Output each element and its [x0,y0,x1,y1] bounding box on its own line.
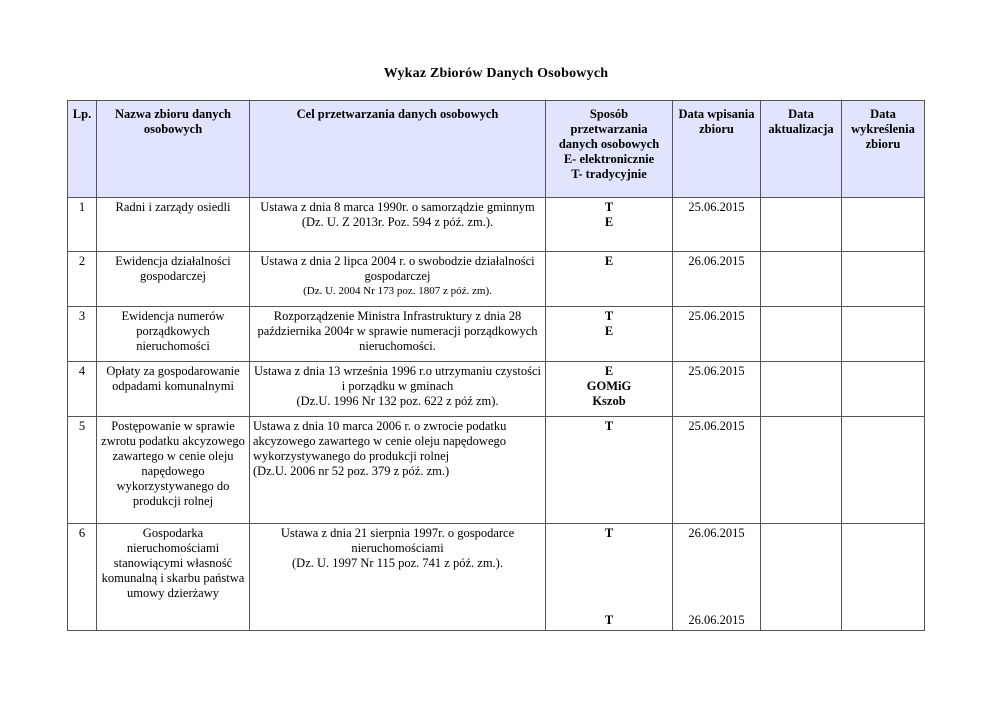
row-method [546,362,673,417]
header-update-date: Data aktualizacja [761,101,842,198]
row-method [546,198,673,252]
row-purpose [250,417,546,524]
table-row [68,362,925,417]
row-purpose [250,198,546,252]
row-name [97,524,250,631]
row-removal-date [842,252,925,307]
header-method-line: przetwarzania [570,122,648,136]
row-update-date [761,307,842,362]
row-name: Ewidencja działalności gospodarczej [97,252,250,307]
row-name: Ewidencja numerów porządkowych nieruchomości [97,307,250,362]
entry-date: 26.06.2015 [688,526,745,540]
purpose-main: Ustawa z dnia 8 marca 1990r. o samorządzie gminnym [260,200,535,214]
table-row [68,252,925,307]
row-removal-date [842,362,925,417]
row-entry-date [673,524,761,631]
row-purpose [250,307,546,362]
row-method [546,307,673,362]
row-update-date [761,252,842,307]
table-row [68,417,925,524]
header-lp: Lp. [68,101,97,198]
header-method [546,101,673,198]
header-method-line: T- tradycyjnie [571,167,647,181]
row-name-main: Gospodarka nieruchomościami stanowiącymi własność komunalną i skarbu państwa [101,526,245,585]
table-row [68,198,925,252]
row-lp: 5 [68,417,97,524]
method-code: E [604,364,614,378]
method-code: E [604,324,614,338]
row-name-extra: umowy dzierżawy [127,586,219,600]
method-code: T [604,419,614,433]
row-update-date [761,362,842,417]
method-code: T [604,200,614,214]
row-method [546,524,673,631]
header-removal-date: Data wykreślenia zbioru [842,101,925,198]
row-removal-date [842,198,925,252]
method-code: E [604,215,614,229]
row-lp: 1 [68,198,97,252]
row-update-date [761,524,842,631]
row-removal-date [842,524,925,631]
header-entry-date: Data wpisania zbioru [673,101,761,198]
header-purpose: Cel przetwarzania danych osobowych [250,101,546,198]
purpose-main: Rozporządzenie Ministra Infrastruktury z dnia 28 października 2004r w sprawie numeracji porządkowych nieruchomości. [257,309,538,353]
method-code: T [604,526,614,540]
table-row [68,524,925,631]
method-code: GOMiG [586,379,632,393]
row-name: Opłaty za gospodarowanie odpadami komunalnymi [97,362,250,417]
header-name: Nazwa zbioru danych osobowych [97,101,250,198]
method-code: T [604,309,614,323]
row-name: Radni i zarządy osiedli [97,198,250,252]
row-entry-date: 25.06.2015 [673,307,761,362]
header-method-line: danych osobowych [558,137,660,151]
purpose-ref: (Dz. U. 2004 Nr 173 poz. 1807 z póź. zm). [303,285,492,297]
method-code: E [604,254,614,268]
row-lp: 3 [68,307,97,362]
row-lp: 6 [68,524,97,631]
row-purpose [250,524,546,631]
row-update-date [761,198,842,252]
purpose-ref: (Dz.U. 2006 nr 52 poz. 379 z póź. zm.) [253,464,450,478]
purpose-main: Ustawa z dnia 21 sierpnia 1997r. o gospodarce nieruchomościami [280,526,515,555]
header-method-line: E- elektronicznie [563,152,655,166]
purpose-main: Ustawa z dnia 2 lipca 2004 r. o swobodzie działalności gospodarczej [260,254,535,283]
data-sets-table [67,100,925,631]
header-method-line: Sposób [589,107,629,121]
row-method [546,252,673,307]
row-entry-date: 26.06.2015 [673,252,761,307]
table-row [68,307,925,362]
purpose-ref: (Dz.U. 1996 Nr 132 poz. 622 z póź zm). [296,394,499,408]
row-entry-date: 25.06.2015 [673,198,761,252]
row-entry-date: 25.06.2015 [673,417,761,524]
row-removal-date [842,307,925,362]
purpose-ref: (Dz. U. Z 2013r. Poz. 594 z póź. zm.). [301,215,494,229]
table-header-row [68,101,925,198]
purpose-main: Ustawa z dnia 13 września 1996 r.o utrzymaniu czystości i porządku w gminach [253,364,542,393]
entry-date-extra: 26.06.2015 [688,613,745,627]
page-title: Wykaz Zbiorów Danych Osobowych [383,66,609,81]
row-name: Postępowanie w sprawie zwrotu podatku akcyzowego zawartego w cenie oleju napędowego wykorzystywanego do produkcji rolnej [97,417,250,524]
purpose-main: Ustawa z dnia 10 marca 2006 r. o zwrocie podatku akcyzowego zawartego w cenie oleju napędowego wykorzystywanego do produkcji rolnej [253,419,507,463]
row-entry-date: 25.06.2015 [673,362,761,417]
row-purpose [250,362,546,417]
row-method [546,417,673,524]
row-purpose [250,252,546,307]
method-code: Kszob [592,394,626,408]
row-lp: 2 [68,252,97,307]
row-removal-date [842,417,925,524]
purpose-ref: (Dz. U. 1997 Nr 115 poz. 741 z póź. zm.). [292,556,503,570]
row-lp: 4 [68,362,97,417]
method-code-extra: T [604,613,614,627]
row-update-date [761,417,842,524]
